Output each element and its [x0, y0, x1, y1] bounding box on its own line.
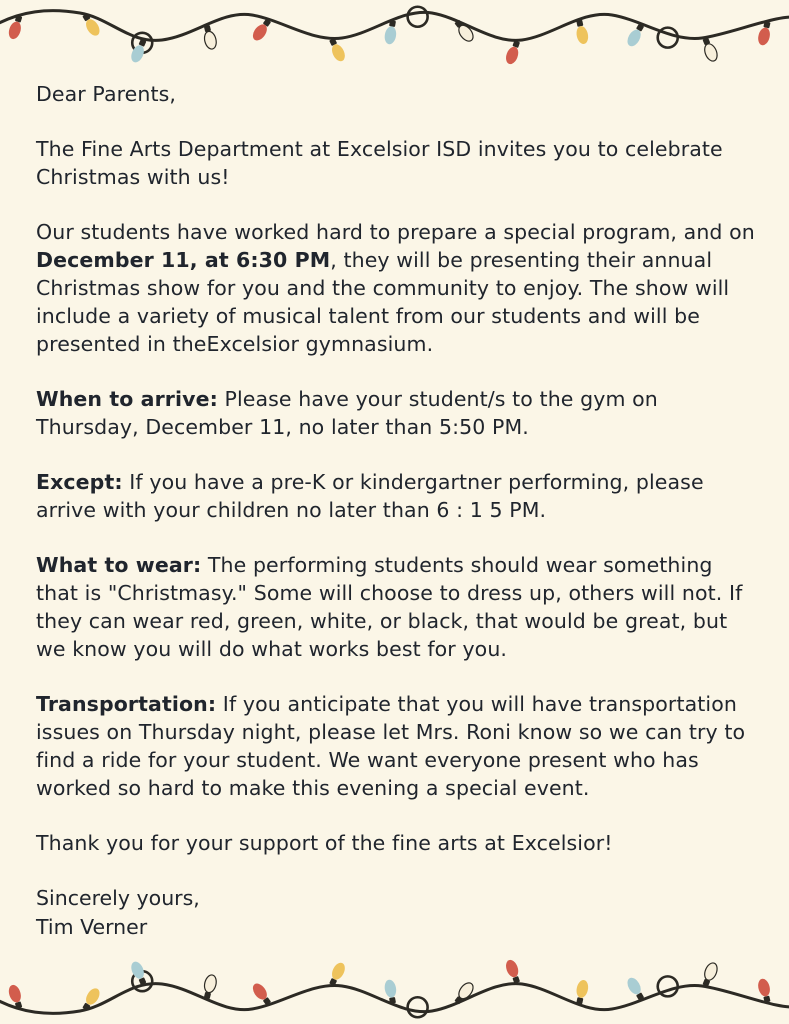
closing-signoff: Sincerely yours,	[36, 886, 200, 910]
christmas-lights-top	[0, 0, 789, 70]
light-bulb	[700, 36, 719, 62]
paragraph	[36, 551, 757, 663]
bulb-glass	[203, 974, 218, 994]
letter	[36, 80, 757, 942]
text-segment: The Fine Arts Department at Excelsior ISD invites you to celebrate Christmas with us!	[36, 137, 723, 189]
bulb-glass	[203, 30, 218, 50]
bulb-glass	[504, 958, 521, 979]
cord-loop	[658, 976, 678, 996]
cord-loop	[408, 7, 428, 27]
paragraph	[36, 385, 757, 441]
paragraph	[36, 690, 757, 802]
bold-text: What to wear:	[36, 553, 202, 577]
light-bulb	[574, 19, 590, 45]
cord-loop	[658, 28, 678, 48]
paragraph	[36, 218, 757, 358]
bulb-base	[576, 997, 583, 1004]
bulb-glass	[756, 977, 771, 997]
bulb-base	[576, 20, 583, 27]
bulb-glass	[383, 26, 397, 46]
paragraph	[36, 135, 757, 191]
paragraph	[36, 829, 757, 857]
closing-signature: Tim Verner	[36, 915, 148, 939]
light-bulb	[574, 979, 590, 1005]
letter-closing	[36, 884, 757, 942]
light-bulb	[504, 958, 523, 984]
bulb-glass	[575, 25, 590, 45]
bulb-base	[389, 997, 396, 1004]
light-bulb	[201, 974, 218, 1000]
letter-paragraphs	[36, 135, 757, 857]
bulb-glass	[702, 961, 719, 982]
bulb-glass	[7, 20, 23, 41]
bulb-base	[389, 20, 396, 27]
bold-text: Transportation:	[36, 692, 217, 716]
letter-greeting: Dear Parents,	[36, 82, 177, 106]
bulb-glass	[756, 26, 771, 46]
light-bulb	[700, 961, 719, 987]
text-segment: If you anticipate that you will have transportation issues on Thursday night, please let Mrs. Roni know so we can try to find a ride for your student. We want everyone present who has worked so hard to make this evening a special event.	[36, 692, 746, 800]
bulb-glass	[383, 979, 397, 999]
cord-loop	[408, 997, 428, 1017]
bulb-glass	[575, 979, 590, 999]
text-segment: Please have your student/s to the gym on Thursday, December 11, no later than 5:50 PM.	[36, 387, 658, 439]
bold-text: When to arrive:	[36, 387, 218, 411]
light-bulb	[625, 22, 647, 48]
text-segment: If you have a pre-K or kindergartner performing, please arrive with your children no later than 6 : 1 5 PM.	[36, 470, 704, 522]
bulb-glass	[7, 983, 23, 1004]
light-bulb	[201, 24, 218, 50]
light-bulb	[327, 37, 348, 63]
bold-text: December 11, at 6:30 PM	[36, 248, 331, 272]
christmas-lights-bottom	[0, 954, 789, 1024]
light-bulb	[504, 39, 523, 65]
paragraph	[36, 468, 757, 524]
bulb-glass	[504, 45, 521, 66]
text-segment: , they will be presenting their annual Christmas show for you and the community to enjoy. The show will include a variety of musical talent from our students and will be presented in theExcelsior gymnasium.	[36, 248, 730, 356]
text-segment: Our students have worked hard to prepare a special program, and on	[36, 220, 755, 244]
bold-text: Except:	[36, 470, 123, 494]
light-bulb	[327, 961, 348, 987]
text-segment: Thank you for your support of the fine arts at Excelsior!	[36, 831, 613, 855]
light-bulb	[625, 975, 647, 1001]
text-segment: The performing students should wear something that is "Christmasy." Some will choose to dress up, others will not. If they can wear red, green, white, or black, that would be great, but we know you will do what works best for you.	[36, 553, 743, 661]
bulb-glass	[702, 42, 719, 63]
